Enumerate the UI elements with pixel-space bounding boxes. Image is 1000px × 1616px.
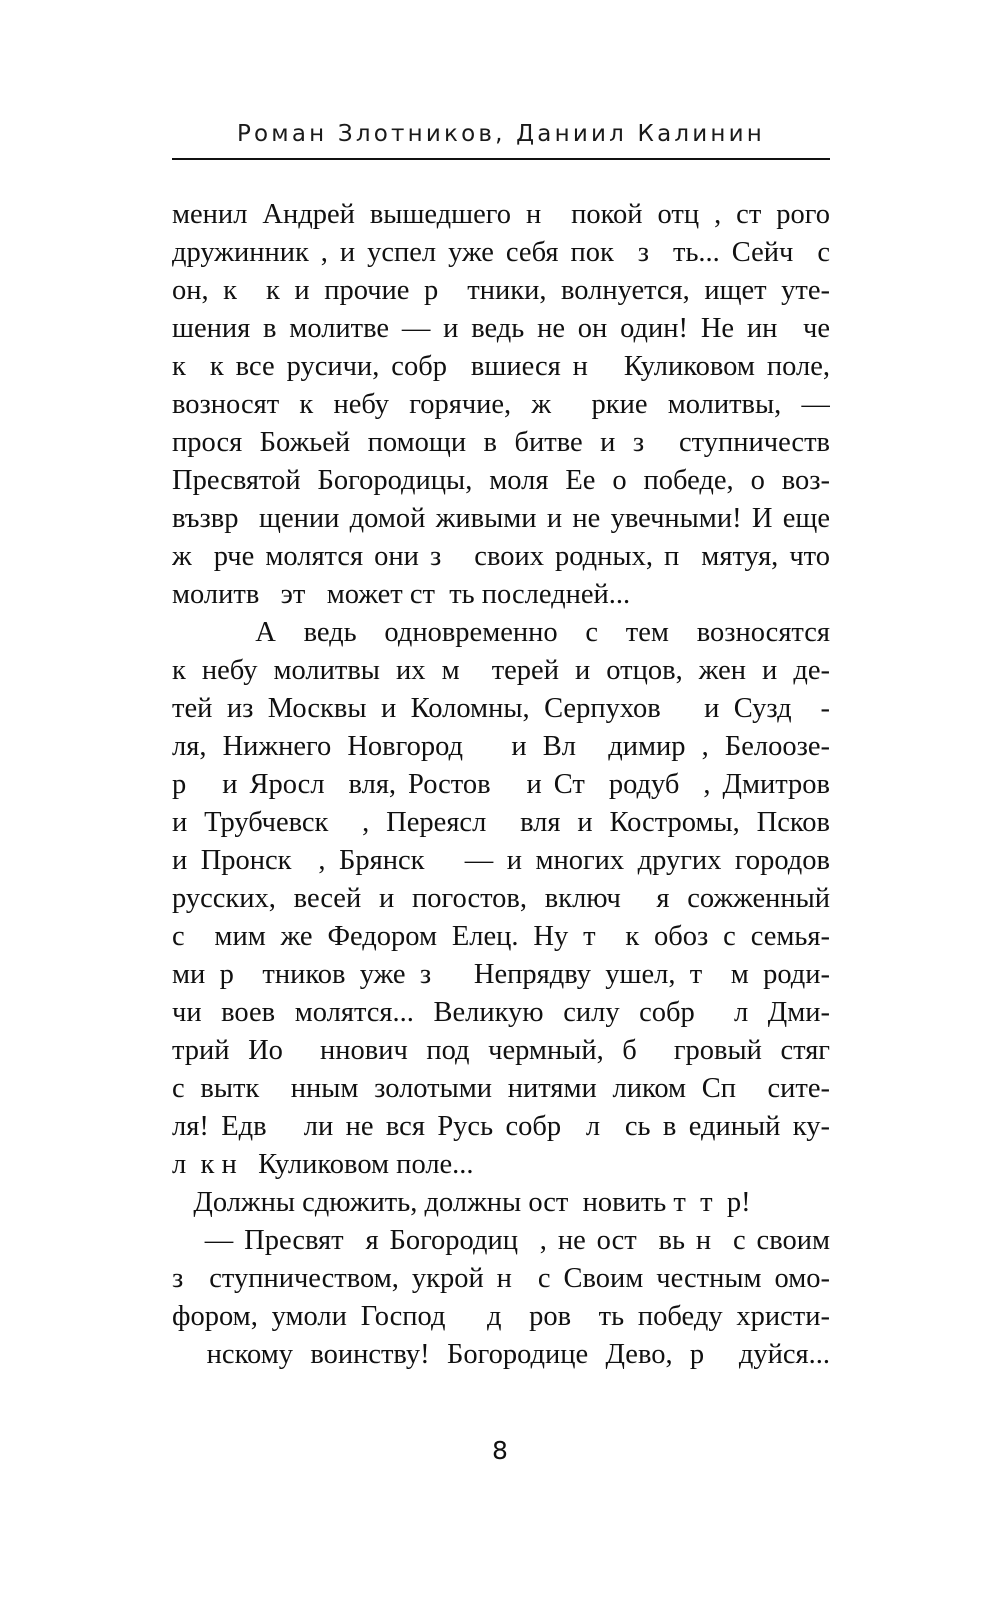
text-line: р и Яросл вля, Ростов и Ст родуб , Дмитров (172, 769, 830, 800)
text-line: с вытк нным золотыми нитями ликом Сп сите- (172, 1073, 830, 1104)
text-line: тей из Москвы и Коломны, Серпухов и Сузд - (172, 693, 830, 724)
body-text (172, 196, 830, 1374)
text-line: и Трубчевск , Переясл вля и Костромы, Псков (172, 807, 830, 838)
text-line: ля, Нижнего Новгород и Вл димир , Белоозе- (172, 731, 830, 762)
text-line: дружинник , и успел уже себя пок з ть... Сейч с (172, 237, 830, 268)
text-line: с мим же Федором Елец. Ну т к обоз с семья- (172, 921, 830, 952)
text-line: А ведь одновременно с тем возносятся (172, 617, 830, 648)
text-line: трий Ио ннович под чермный, б гровый стяг (172, 1035, 830, 1066)
text-line: ми р тников уже з Непрядву ушел, т м роди- (172, 959, 830, 990)
text-line: — Пресвят я Богородиц , не ост вь н с своим (172, 1225, 830, 1256)
text-line: и Пронск , Брянск — и многих других городов (172, 845, 830, 876)
text-line: возносят к небу горячие, ж ркие молитвы, — (172, 389, 830, 420)
text-line: он, к к и прочие р тники, волнуется, ищет уте- (172, 275, 830, 306)
header-rule (172, 158, 830, 160)
text-line: к к все русичи, собр вшиеся н Куликовом поле, (172, 351, 830, 382)
text-line: к небу молитвы их м терей и отцов, жен и де- (172, 655, 830, 686)
text-line: прося Божьей помощи в битве и з ступничеств (172, 427, 830, 458)
text-line: шения в молитве — и ведь не он один! Не ин че (172, 313, 830, 344)
running-header-authors: Роман Злотников, Даниил Калинин (236, 121, 766, 147)
text-line: молитв эт может ст ть последней... (172, 579, 631, 610)
text-line: чи воев молятся... Великую силу собр л Дми- (172, 997, 830, 1028)
text-line: менил Андрей вышедшего н покой отц , ст рого (172, 199, 830, 230)
text-line: Должны сдюжить, должны ост новить т т р! (172, 1187, 751, 1218)
page-number: 8 (492, 1436, 508, 1465)
text-line: л к н Куликовом поле... (172, 1149, 474, 1180)
text-line: русских, весей и погостов, включ я сожженный (172, 883, 830, 914)
text-line: Пресвятой Богородицы, моля Ее о победе, о воз- (172, 465, 830, 496)
text-line: ж рче молятся они з своих родных, п мятуя, что (172, 541, 830, 572)
text-line: нскому воинству! Богородице Дево, р дуйся... (172, 1339, 830, 1370)
text-line: възвр щении домой живыми и не увечными! И еще (172, 503, 830, 534)
text-line: ля! Едв ли не вся Русь собр л сь в единый ку- (172, 1111, 830, 1142)
text-line: з ступничеством, укрой н с Своим честным омо- (172, 1263, 830, 1294)
text-line: фором, умоли Господ д ров ть победу христи- (172, 1301, 830, 1332)
